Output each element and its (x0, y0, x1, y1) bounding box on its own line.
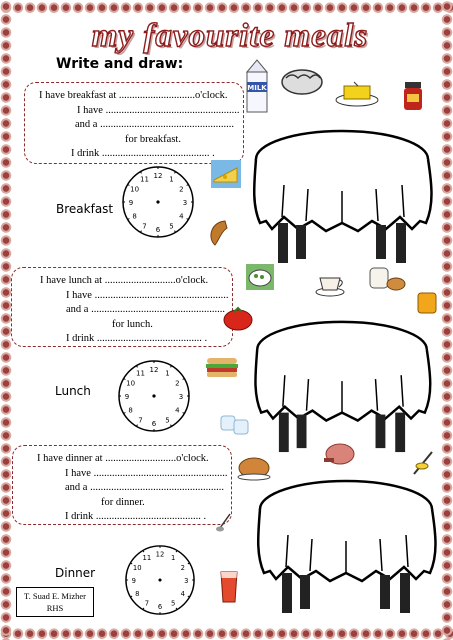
clock-number: 9 (128, 199, 134, 207)
clock-number: 3 (184, 576, 189, 585)
clock-number: 8 (132, 212, 137, 221)
dinner-label: Dinner (55, 566, 96, 580)
clock-number: 7 (142, 222, 147, 231)
honey-jar-icon (415, 290, 439, 316)
clock-number: 1 (170, 554, 176, 563)
clock-number: 12 (149, 366, 159, 374)
decorative-border-bottom (0, 626, 453, 640)
salad-bowl-icon (246, 264, 274, 290)
bread-rolls-icon (368, 264, 406, 292)
clock-number: 2 (175, 379, 180, 388)
clock-number: 11 (140, 175, 149, 184)
school-name: RHS (46, 603, 64, 613)
lunch-line-food[interactable]: I have ................................................... (66, 289, 229, 301)
clock-number: 9 (131, 576, 136, 585)
clock-number: 2 (179, 185, 184, 194)
clock-number: 10 (132, 563, 142, 572)
bagel-icon (205, 218, 233, 248)
lunch-sentence-box (11, 267, 233, 347)
butter-dish-icon (334, 78, 380, 108)
clock-number: 4 (179, 212, 184, 221)
author-name: T. Suad E. Mizher (24, 591, 86, 601)
milk-carton-icon (244, 58, 270, 114)
clock-number: 10 (126, 379, 136, 388)
clock-number: 11 (136, 369, 145, 378)
clock-number: 4 (175, 406, 180, 415)
jam-jar-icon (402, 80, 424, 112)
breakfast-line-for: for breakfast. (125, 133, 181, 145)
breakfast-line-drink[interactable]: I drink ......................................... . (71, 148, 215, 159)
cutlery-icon (410, 448, 436, 478)
clock-number: 5 (165, 416, 170, 425)
breakfast-line-food[interactable]: I have ................................................... (77, 104, 240, 116)
clock-number: 8 (135, 590, 140, 599)
breakfast-label: Breakfast (56, 202, 114, 216)
clock-number: 3 (182, 199, 188, 207)
dinner-line-time[interactable]: I have dinner at ...........................o'clock. (37, 453, 209, 464)
ham-icon (322, 440, 356, 468)
juice-glass-icon (219, 570, 239, 604)
clock-number: 9 (124, 393, 130, 401)
clock-number: 12 (153, 172, 163, 180)
clock-number: 2 (180, 563, 185, 572)
clock-number: 6 (151, 420, 157, 428)
instruction-heading: Write and draw: (56, 56, 184, 72)
breakfast-clock[interactable] (121, 165, 195, 239)
clock-number: 3 (178, 393, 184, 401)
lunch-line-drink[interactable]: I drink ........................................ . (66, 333, 208, 344)
clock-number: 5 (170, 599, 176, 608)
sandwich-icon (205, 354, 239, 380)
clock-number: 7 (144, 599, 150, 608)
decorative-border-top (0, 0, 453, 14)
clock-number: 7 (138, 416, 143, 425)
breakfast-line-time[interactable]: I have breakfast at .............................o'clock. (39, 90, 228, 101)
lunch-line-and[interactable]: and a ................................................... (66, 304, 225, 315)
breakfast-line-and[interactable]: and a ................................................... (75, 119, 234, 130)
clock-number: 6 (157, 603, 163, 612)
clock-number: 12 (155, 550, 165, 559)
lunch-line-for: for lunch. (112, 318, 153, 330)
dinner-line-and[interactable]: and a ................................................... (65, 482, 224, 493)
clock-number: 1 (165, 369, 170, 378)
clock-number: 1 (169, 175, 174, 184)
lunch-clock[interactable] (117, 359, 191, 433)
dinner-line-drink[interactable]: I drink ........................................ . (65, 511, 207, 522)
clock-number: 5 (169, 222, 174, 231)
tomato-icon (222, 306, 254, 332)
lunch-table-drawing-area[interactable] (244, 316, 440, 456)
milk-label: MILK (247, 84, 267, 92)
breakfast-sentence-box (24, 82, 244, 164)
dinner-table-drawing-area[interactable] (248, 474, 444, 618)
bread-loaf-icon (280, 66, 324, 98)
author-credit-box (16, 587, 94, 617)
dinner-clock[interactable] (124, 544, 196, 616)
spoon-icon (214, 512, 234, 534)
dinner-line-for: for dinner. (101, 496, 145, 508)
tea-cup-icon (314, 268, 346, 298)
dinner-line-food[interactable]: I have ................................................... (65, 467, 228, 479)
lunch-label: Lunch (55, 384, 91, 398)
clock-number: 6 (155, 226, 161, 234)
clock-number: 8 (128, 406, 133, 415)
lunch-line-time[interactable]: I have lunch at ...........................o'clock. (40, 275, 209, 286)
cheese-icon (211, 160, 241, 188)
clock-number: 4 (180, 590, 185, 599)
ice-cubes-icon (218, 410, 252, 438)
breakfast-table-drawing-area[interactable] (244, 125, 440, 267)
clock-number: 10 (130, 185, 140, 194)
clock-number: 11 (142, 554, 152, 563)
dinner-sentence-box (12, 445, 232, 525)
page-title: my favourite meals (91, 18, 369, 54)
roast-chicken-icon (236, 452, 272, 482)
